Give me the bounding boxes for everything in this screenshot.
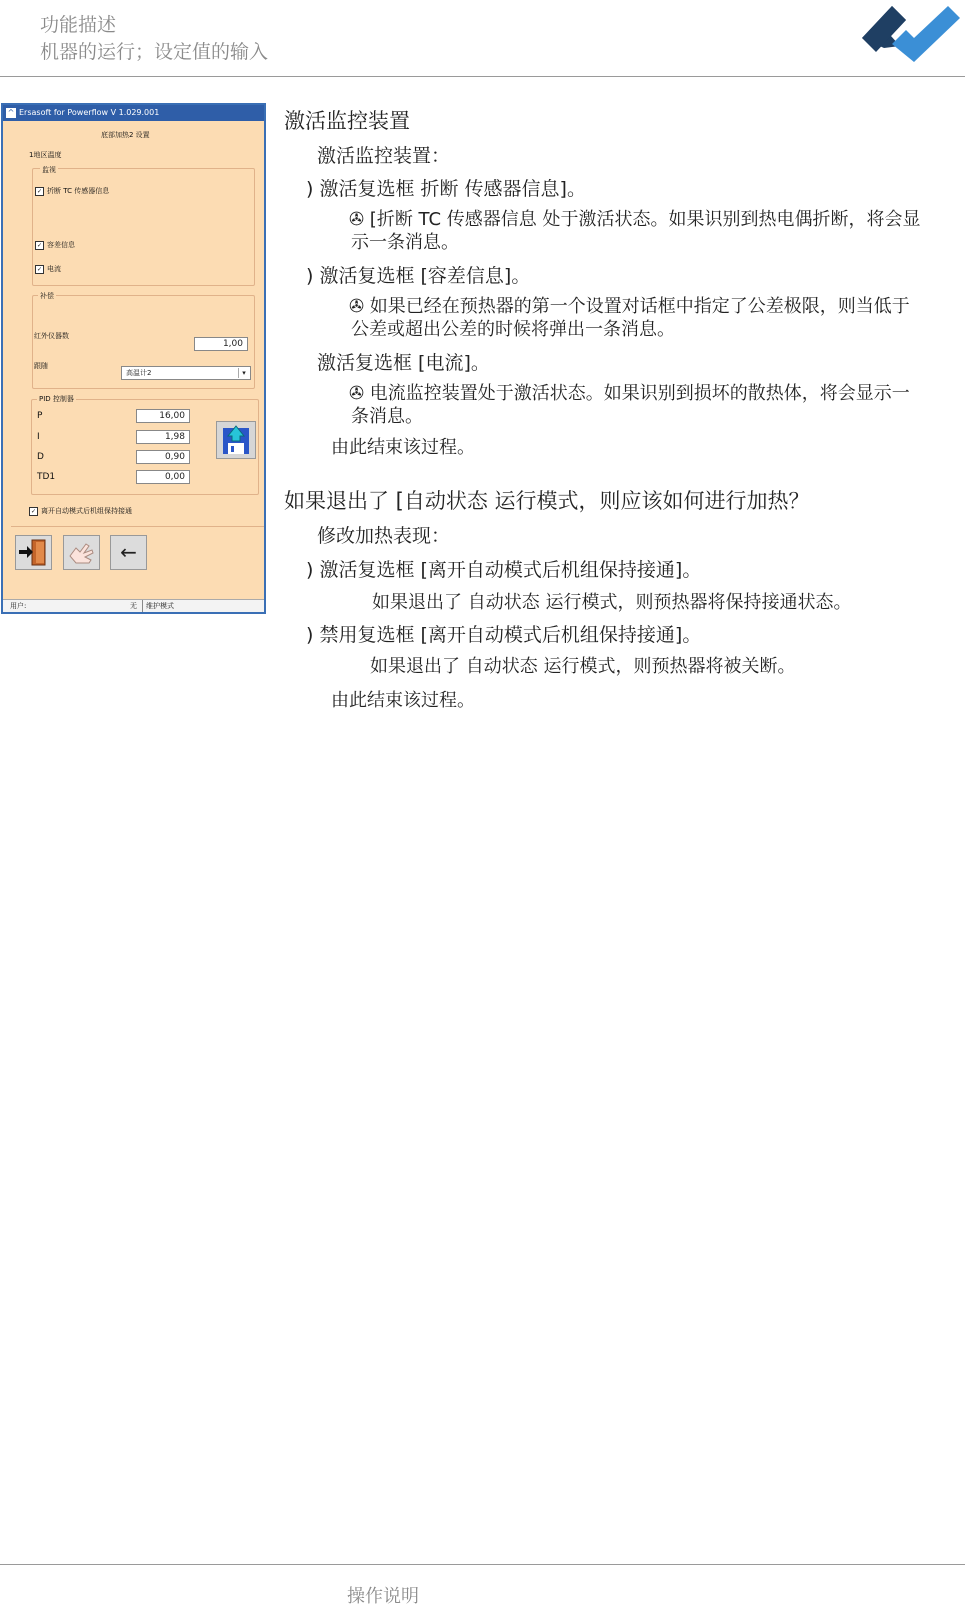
- pid-p-label: P: [37, 411, 43, 421]
- pid-td1-label: TD1: [37, 472, 56, 482]
- hand-icon: [64, 536, 99, 569]
- pid-d-label: D: [37, 452, 44, 462]
- ir-count-label: 红外仪器数: [34, 332, 69, 340]
- footer-divider: [0, 1564, 965, 1565]
- section1-result1-line2: 示一条消息。: [351, 232, 459, 253]
- section2-intro: 修改加热表现：: [317, 525, 451, 547]
- pid-d-field[interactable]: 0,90: [136, 450, 190, 464]
- header-subtitle: 机器的运行；设定值的输入: [40, 41, 269, 63]
- section2-result2: 如果退出了 自动状态 运行模式，则预热器将被关断。: [370, 656, 796, 677]
- pid-group-label: PID 控制器: [39, 395, 74, 403]
- section2-step2: ) 禁用复选框 [离开自动模式后机组保持接通]。: [306, 624, 702, 646]
- exit-door-icon: [16, 536, 51, 569]
- section1-result2-line2: 公差或超出公差的时候将弹出一条消息。: [351, 319, 675, 340]
- section1-result3-line2: 条消息。: [351, 406, 423, 427]
- checkbox-current[interactable]: [35, 264, 61, 274]
- section1-result1-line1: ✇ [折断 TC 传感器信息 处于激活状态。如果识别到热电偶折断，将会显: [349, 209, 921, 230]
- status-user: 用户:: [10, 602, 27, 610]
- section1-step1: ) 激活复选框 折断 传感器信息]。: [306, 178, 586, 200]
- dialog-title: 底部加热2 设置: [101, 131, 150, 139]
- section2-step1: ) 激活复选框 [离开自动模式后机组保持接通]。: [306, 559, 702, 581]
- status-mode: 维护模式: [142, 600, 174, 612]
- monitor-group-label: 监视: [42, 166, 56, 174]
- section1-intro: 激活监控装置：: [317, 145, 451, 167]
- ir-count-field[interactable]: 1,00: [194, 337, 248, 351]
- company-logo-icon: [862, 0, 962, 66]
- follow-label: 跟随: [34, 362, 48, 370]
- checkbox-current-label: 电流: [47, 265, 61, 273]
- section1-step2: ) 激活复选框 [容差信息]。: [306, 265, 531, 287]
- checkbox-tolerance-box[interactable]: ✓: [36, 241, 43, 249]
- checkbox-keep-on-label: 离开自动模式后机组保持接通: [41, 507, 132, 515]
- checkbox-keep-on-box[interactable]: ✓: [30, 507, 37, 515]
- pid-i-label: I: [37, 432, 40, 442]
- header-section-title: 功能描述: [40, 14, 117, 36]
- status-bar: [3, 599, 264, 612]
- section2-result1: 如果退出了 自动状态 运行模式，则预热器将保持接通状态。: [372, 592, 852, 613]
- pid-td1-field[interactable]: 0,00: [136, 470, 190, 484]
- header-divider: [0, 76, 965, 77]
- checkbox-tc-box[interactable]: ✓: [36, 187, 43, 195]
- checkbox-tolerance[interactable]: [35, 240, 75, 250]
- follow-select-value: 高温计2: [126, 369, 152, 377]
- hand-button[interactable]: [63, 535, 100, 570]
- app-icon: ^: [7, 107, 15, 117]
- zone-label: 1地区温度: [29, 151, 62, 159]
- section1-step3: 激活复选框 [电流]。: [317, 352, 490, 374]
- checkbox-current-box[interactable]: ✓: [36, 265, 43, 273]
- compensation-group-label: 补偿: [40, 292, 54, 300]
- chevron-down-icon[interactable]: ▾: [238, 368, 249, 378]
- section2-heading: 如果退出了 [自动状态 运行模式，则应该如何进行加热？: [284, 489, 810, 513]
- pid-i-field[interactable]: 1,98: [136, 430, 190, 444]
- section1-end: 由此结束该过程。: [331, 437, 475, 458]
- footer-text: 操作说明: [347, 1586, 419, 1607]
- arrow-left-icon: ←: [120, 540, 137, 564]
- checkbox-keep-on[interactable]: [29, 506, 132, 516]
- section1-result2-line1: ✇ 如果已经在预热器的第一个设置对话框中指定了公差极限，则当低于: [349, 296, 910, 317]
- section2-end: 由此结束该过程。: [331, 690, 475, 711]
- checkbox-tc-sensor[interactable]: [35, 186, 109, 196]
- status-user-value: 无: [130, 602, 137, 610]
- follow-select[interactable]: [121, 366, 251, 380]
- divider: [11, 526, 266, 527]
- exit-button[interactable]: [15, 535, 52, 570]
- save-button[interactable]: [216, 421, 256, 459]
- checkbox-tc-label: 折断 TC 传感器信息: [47, 187, 110, 195]
- window-titlebar: [3, 105, 264, 121]
- section1-result3-line1: ✇ 电流监控装置处于激活状态。如果识别到损坏的散热体，将会显示一: [349, 383, 910, 404]
- checkbox-tolerance-label: 容差信息: [47, 241, 75, 249]
- window-title: Ersasoft for Powerflow V 1.029.001: [19, 108, 160, 117]
- save-icon: [217, 422, 255, 458]
- software-screenshot: [1, 103, 266, 614]
- back-button[interactable]: [110, 535, 147, 570]
- section1-heading: 激活监控装置: [284, 109, 410, 133]
- pid-p-field[interactable]: 16,00: [136, 409, 190, 423]
